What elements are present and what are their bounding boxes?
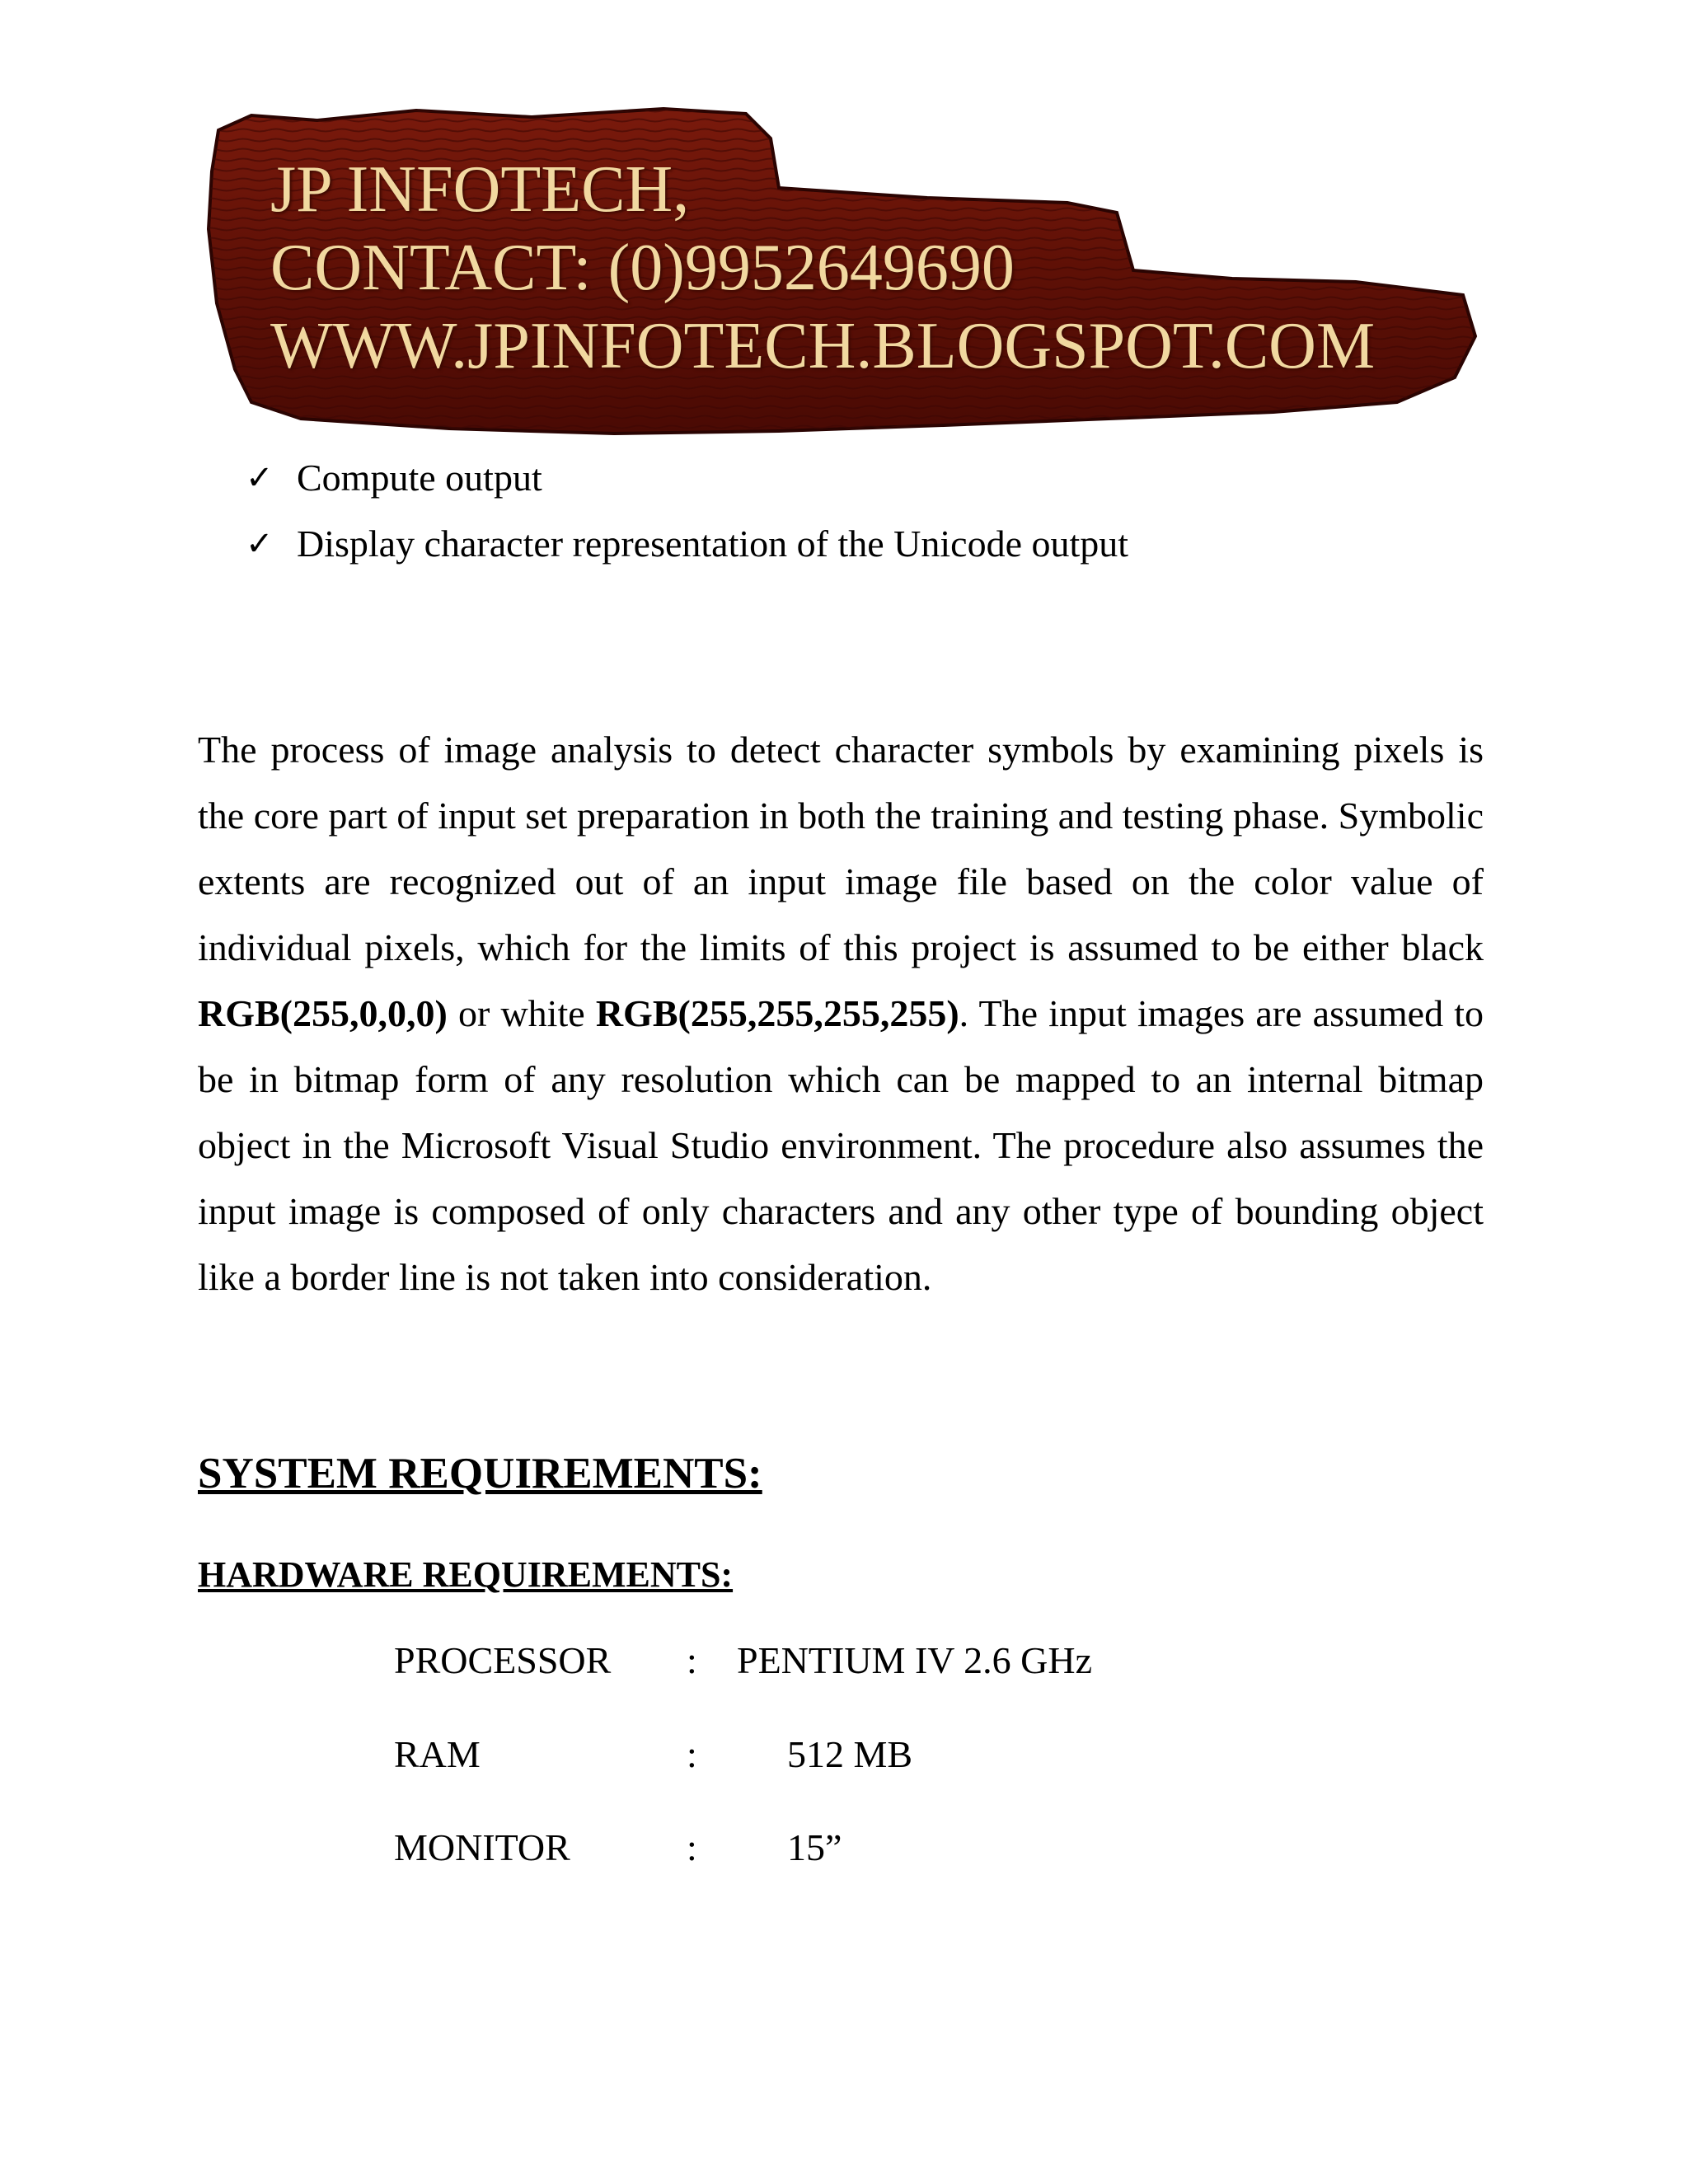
paragraph-text: The process of image analysis to detect character symbols by examining pixels is the core part of input set preparation in both the training and testing phase. Symbolic extents are recognized out of an input image file based on the color value of individual pixels, which for the limits of this project is assumed to be either black [198, 729, 1484, 968]
logo-company-name: JP INFOTECH, [270, 153, 690, 226]
list-item-text: Display character representation of the Unicode output [297, 523, 1129, 565]
list-item [246, 445, 1128, 511]
spec-separator: : [687, 1733, 697, 1775]
spec-label-monitor: MONITOR [394, 1826, 570, 1868]
white-rgb-value: RGB(255,255,255,255) [595, 992, 959, 1034]
company-logo-banner [202, 105, 1479, 439]
checkmark-icon: ✓ [246, 525, 274, 563]
body-paragraph [198, 717, 1484, 1310]
paragraph-text: . The input images are assumed to be in bitmap form of any resolution which can be mapped to an internal bitmap object in the Microsoft Visual Studio environment. The procedure also assumes the input image is composed of only characters and any other type of bounding object like a border line is not taken into consideration. [198, 992, 1484, 1298]
spec-value-monitor: 15” [787, 1826, 842, 1868]
hardware-requirements-heading: HARDWARE REQUIREMENTS: [198, 1554, 734, 1595]
checkmark-icon: ✓ [246, 459, 274, 497]
spec-label-processor: PROCESSOR [394, 1639, 612, 1681]
system-requirements-heading: SYSTEM REQUIREMENTS: [198, 1450, 762, 1497]
spec-label-ram: RAM [394, 1733, 481, 1775]
black-rgb-value: RGB(255,0,0,0) [198, 992, 448, 1034]
list-item [246, 511, 1128, 577]
spec-separator: : [687, 1639, 697, 1681]
logo-contact: CONTACT: (0)9952649690 [270, 232, 1015, 304]
logo-website: WWW.JPINFOTECH.BLOGSPOT.COM [270, 310, 1376, 382]
spec-value-processor: PENTIUM IV 2.6 GHz [737, 1639, 1093, 1681]
paragraph-text: or white [447, 992, 596, 1034]
spec-value-ram: 512 MB [787, 1733, 913, 1775]
list-item-text: Compute output [297, 457, 542, 499]
spec-separator: : [687, 1826, 697, 1868]
bullet-list [246, 445, 1128, 577]
logo-text [270, 151, 1375, 386]
